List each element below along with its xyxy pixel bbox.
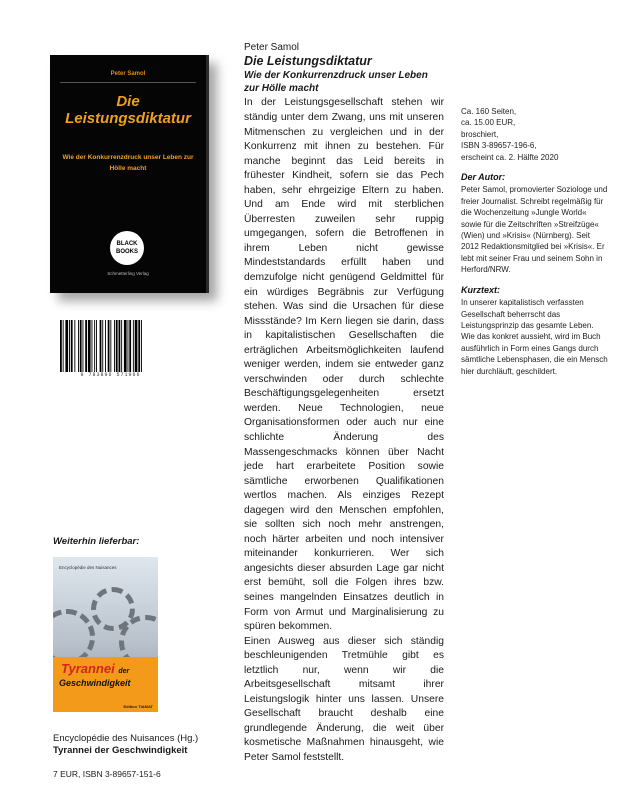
related-cover-publisher: Edition TIAMAT bbox=[123, 704, 153, 709]
book-subtitle: Wie der Konkurrenzdruck unser Leben zur Hölle macht bbox=[244, 70, 428, 94]
cover-divider bbox=[60, 82, 196, 83]
logo-line1: BLACK bbox=[116, 241, 138, 247]
logo-line2: BOOKS bbox=[115, 249, 138, 255]
related-cover-top: Encyclopédie des Nuisances bbox=[59, 565, 117, 570]
fact-price: ca. 15.00 EUR, bbox=[461, 118, 516, 128]
related-title: Tyrannei der Geschwindigkeit bbox=[53, 745, 188, 756]
summary-text: In unserer kapitalistisch verfassten Gesellschaft beherrscht das Leistungsprinzip das gesamte Leben. Wie das konkret aussieht, wird im Buch ausführlich in Form eines Gangs durch sämtliche Lebensphasen, die ein Mensch hier durchläuft, geschildert. bbox=[461, 298, 608, 376]
more-available-label: Weiterhin lieferbar: bbox=[53, 536, 140, 547]
description-paragraph-2: Einen Ausweg aus dieser sich ständig beschleunigenden Tretmühle gibt es letztlich nur, wenn wir die Arbeitsgesellschaft mitsamt ihrer Leistungslogik hinter uns lassen. Unsere Gesellschaft braucht deshalb eine grundlegende Änderung, die weit über kosmetische Maßnahmen hinausgeht, wie Peter Samol feststellt. bbox=[244, 635, 444, 764]
cover-publisher: Schmetterling Verlag bbox=[107, 271, 149, 276]
related-cover-title1: Tyrannei der bbox=[61, 661, 130, 676]
cover-author: Peter Samol bbox=[110, 71, 146, 77]
main-text-column bbox=[244, 41, 444, 766]
book-author: Peter Samol bbox=[244, 42, 300, 53]
related-book-cover bbox=[53, 557, 158, 712]
description-paragraph-1: In der Leistungsgesellschaft stehen wir ständig unter dem Zwang, uns mit unseren Mitmenschen zu vergleichen und in der Konkurrenz mit ihnen zu bestehen. Für manche beginnt das Leid bereits in frühester Kindheit, sofern sie das Pech haben, sehr ehrgeizige Eltern zu haben. Und am Ende wird mit sterblichen Überresten zuweilen sehr ruppig umgegangen, sofern die Betroffenen in ihrem Leben nicht gewisse Mindeststandards erfüllt haben und demzufolge nicht genügend Geldmittel für ein würdiges Begräbnis zur Verfügung stehen. Was sind die Ursachen für diese Missstände? Im Kern liegen sie darin, dass in kapitalistischen Gesellschaften die erträglichen Arbeitsmöglichkeiten laufend weniger werden, indem sie entweder ganz verschwinden oder durch schlechte Beschäftigungsgelegenheiten ersetzt werden. Neue Technologien, neue Organisationsformen oder auch nur eine schlichte Änderung des Massengeschmacks können über Nacht jede hart erarbeitete Position sowie sämtliche erworbenen Qualifikationen wertlos machen. Als einziges Rezept dagegen wird den Menschen empfohlen, sie sollten sich noch mehr anstrengen, noch härter arbeiten und noch intensiver miteinander konkurrieren. Wer sich angesichts dieser absurden Lage gar nicht erst bemüht, soll die Folgen ihres bzw. seines mangelnden Einsatzes deutlich in Form von Armut und Marginalisierung zu spüren bekommen. bbox=[244, 97, 444, 633]
barcode-number: 9 783896 571966 bbox=[80, 372, 141, 378]
related-editor: Encyclopédie des Nuisances (Hg.) bbox=[53, 733, 199, 744]
related-cover-title2: Geschwindigkeit bbox=[59, 678, 131, 688]
cover-title-line2: Leistungsdiktatur bbox=[65, 110, 191, 127]
cover-subtitle: Wie der Konkurrenzdruck unser Leben zur Hölle macht bbox=[62, 154, 194, 172]
related-cover-title1-small: der bbox=[118, 668, 130, 675]
fact-binding: broschiert, bbox=[461, 129, 499, 139]
cover-title-line1: Die bbox=[116, 93, 140, 110]
cover-title bbox=[50, 93, 206, 127]
fact-pages: Ca. 160 Seiten, bbox=[461, 107, 517, 116]
barcode-image bbox=[58, 320, 163, 372]
publisher-logo bbox=[110, 231, 144, 265]
summary-heading: Kurztext: bbox=[461, 284, 501, 295]
related-price-isbn: 7 EUR, ISBN 3-89657-151-6 bbox=[53, 769, 161, 779]
book-facts bbox=[461, 106, 609, 163]
fact-release: erscheint ca. 2. Hälfte 2020 bbox=[461, 152, 559, 162]
book-cover-image bbox=[50, 55, 209, 293]
author-bio: Peter Samol, promovierter Soziologe und freier Journalist. Schreibt regelmäßig für die Wochenzeitung »Jungle World« sowie für die Zeitschriften »Streifzüge« (Wien) und »Krisis« (Nürnberg). Seit 2012 Redaktionsmitglied bei »Krisis«. Er lebt mit seiner Frau und seinem Sohn in Herford/NRW. bbox=[461, 185, 608, 275]
info-column bbox=[461, 106, 609, 377]
fact-isbn: ISBN 3-89657-196-6, bbox=[461, 141, 537, 151]
author-heading: Der Autor: bbox=[461, 172, 506, 183]
book-title: Die Leistungsdiktatur bbox=[244, 54, 372, 68]
